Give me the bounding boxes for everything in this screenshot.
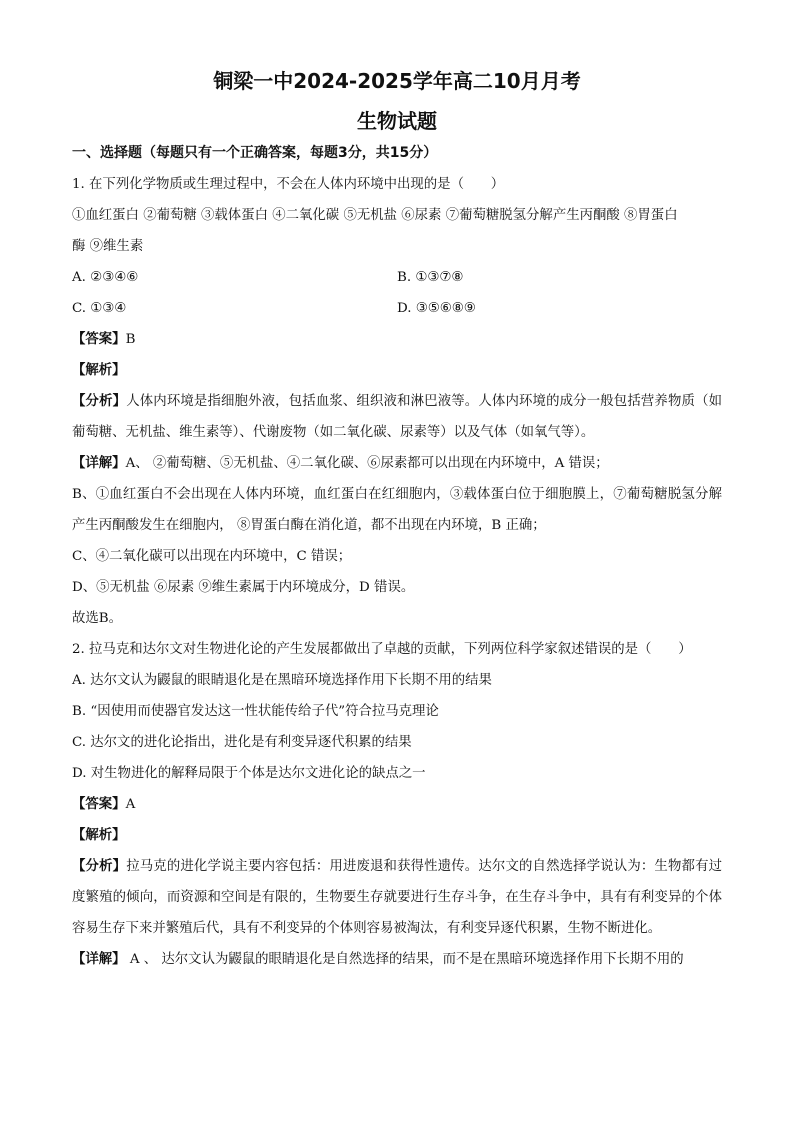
question-2-detail-a	[72, 944, 722, 975]
xiangjie-tag: 【详解】	[72, 952, 126, 967]
analysis-tag: 【解析】	[72, 828, 126, 843]
question-1-option-b: B. ①③⑦⑧	[397, 270, 464, 285]
question-2-option-d: D. 对生物进化的解释局限于个体是达尔文进化论的缺点之一	[72, 766, 426, 781]
fenxi-tag: 【分析】	[72, 394, 127, 409]
question-1-items-line1: ①血红蛋白 ②葡萄糖 ③载体蛋白 ④二氧化碳 ⑤无机盐 ⑥尿素 ⑦葡萄糖脱氢分解产生丙酮酸 ⑧胃蛋白	[72, 208, 678, 223]
answer-value: A	[125, 797, 136, 812]
question-1-option-c: C. ①③④	[72, 301, 127, 316]
question-2-option-c: C. 达尔文的进化论指出，进化是有利变异逐代积累的结果	[72, 735, 412, 750]
question-2-answer	[72, 789, 722, 820]
xiangjie-tag: 【详解】	[72, 456, 126, 471]
question-1-conclusion: 故选B。	[72, 611, 123, 626]
section-heading: 一、选择题（每题只有一个正确答案，每题3分，共15分）	[72, 145, 438, 161]
answer-value: B	[125, 332, 136, 347]
question-2-option-b: B. “因使用而使器官发达这一性状能传给子代”符合拉马克理论	[72, 704, 439, 719]
question-2-stem: 2. 拉马克和达尔文对生物进化论的产生发展都做出了卓越的贡献，下列两位科学家叙述错误的是（ ）	[72, 642, 692, 657]
question-1-fenxi	[72, 386, 722, 448]
question-2-analysis-heading	[72, 820, 722, 851]
detail-a-text: A、 ②葡萄糖、⑤无机盐、④二氧化碳、⑥尿素都可以出现在内环境中，A 错误；	[125, 456, 609, 471]
question-1-option-d: D. ③⑤⑥⑧⑨	[397, 301, 476, 316]
answer-tag: 【答案】	[72, 332, 126, 347]
question-1-option-a: A. ②③④⑥	[72, 270, 139, 285]
fenxi-tag: 【分析】	[72, 859, 127, 874]
question-1-detail-d: D、⑤无机盐 ⑥尿素 ⑨维生素属于内环境成分，D 错误。	[72, 580, 415, 595]
question-2-fenxi	[72, 851, 722, 944]
fenxi-text: 人体内环境是指细胞外液，包括血浆、组织液和淋巴液等。人体内环境的成分一般包括营养物质（如葡萄糖、无机盐、维生素等）、代谢废物（如二氧化碳、尿素等）以及气体（如氧气等）。	[72, 394, 723, 440]
question-1-detail-b: B、①血红蛋白不会出现在人体内环境，血红蛋白在红细胞内，③载体蛋白位于细胞膜上，⑦葡萄糖脱氢分解产生丙酮酸发生在细胞内， ⑧胃蛋白酶在消化道，都不出现在内环境，B 正确；	[72, 487, 722, 533]
fenxi-text: 拉马克的进化学说主要内容包括：用进废退和获得性遗传。达尔文的自然选择学说认为：生物都有过度繁殖的倾向，而资源和空间是有限的，生物要生存就要进行生存斗争，在生存斗争中，具有有利变异的个体容易生存下来并繁殖后代，具有不利变异的个体则容易被淘汰，有利变异逐代积累，生物不断进化。	[72, 859, 723, 936]
question-1-detail-c: C、④二氧化碳可以出现在内环境中，C 错误；	[72, 549, 352, 564]
page-title: 铜梁一中2024-2025学年高二10月月考	[213, 69, 581, 93]
question-2-option-a: A. 达尔文认为鼹鼠的眼睛退化是在黑暗环境选择作用下长期不用的结果	[72, 673, 492, 688]
page-subtitle: 生物试题	[357, 109, 437, 133]
analysis-tag: 【解析】	[72, 363, 126, 378]
question-1-stem: 1. 在下列化学物质或生理过程中，不会在人体内环境中出现的是（ ）	[72, 177, 505, 192]
question-1-options-row2	[72, 293, 722, 324]
answer-tag: 【答案】	[72, 797, 126, 812]
question-1-detail-a	[72, 448, 722, 479]
detail-a-text: A 、 达尔文认为鼹鼠的眼睛退化是自然选择的结果，而不是在黑暗环境选择作用下长期不用的	[125, 952, 684, 967]
question-1-items-line2: 酶 ⑨维生素	[72, 239, 144, 254]
question-1-answer	[72, 324, 722, 355]
question-1-analysis-heading	[72, 355, 722, 386]
question-1-options-row1	[72, 262, 722, 293]
